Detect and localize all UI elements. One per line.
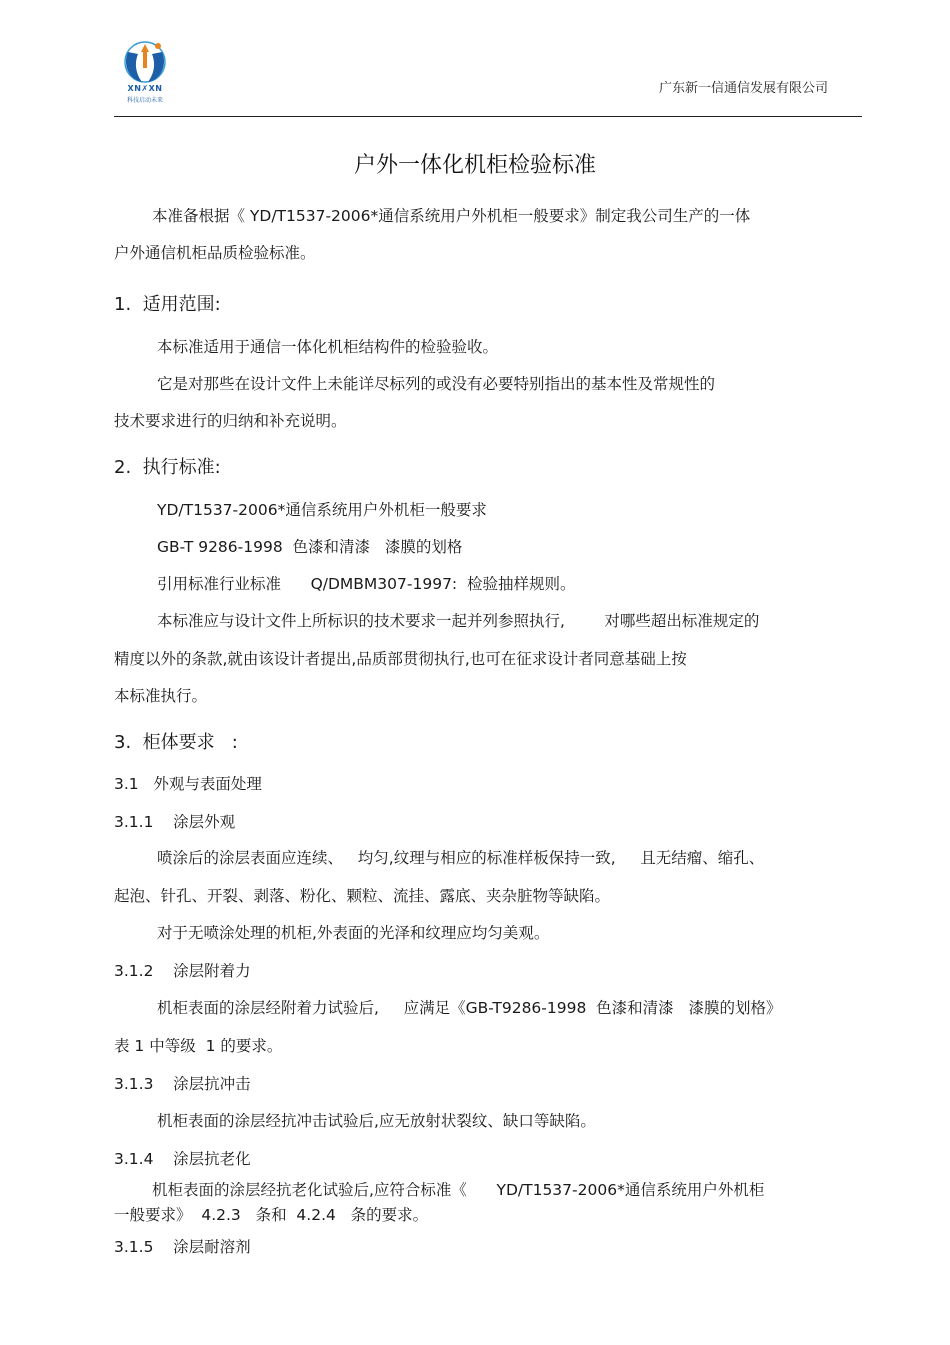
paragraph-line: 本标准应与设计文件上所标识的技术要求一起并列参照执行, 对哪些超出标准规定的 <box>157 612 760 630</box>
standard-item: 引用标准行业标准 Q/DMBM307-1997: 检验抽样规则。 <box>157 575 576 593</box>
paragraph-line: 技术要求进行的归纳和补充说明。 <box>114 412 347 430</box>
paragraph-line: 机柜表面的涂层经抗冲击试验后,应无放射状裂纹、缺口等缺陷。 <box>157 1112 596 1130</box>
logo-emblem-icon <box>114 38 176 86</box>
subsection-heading: 3.1.5 涂层耐溶剂 <box>114 1238 251 1256</box>
subsection-heading: 3.1.3 涂层抗冲击 <box>114 1075 251 1093</box>
paragraph-line: 表 1 中等级 1 的要求。 <box>114 1037 283 1055</box>
paragraph-line: 它是对那些在设计文件上未能详尽标列的或没有必要特别指出的基本性及常规性的 <box>157 375 716 393</box>
header-divider <box>114 116 862 117</box>
standard-item: GB-T 9286-1998 色漆和清漆 漆膜的划格 <box>157 538 463 556</box>
intro-line: 本准备根据《 YD/T1537-2006*通信系统用户外机柜一般要求》制定我公司生产的一体 <box>152 207 751 225</box>
standard-item: YD/T1537-2006*通信系统用户外机柜一般要求 <box>157 501 487 519</box>
section-heading: 2. 执行标准: <box>114 457 221 478</box>
document-title: 户外一体化机柜检验标准 <box>353 153 596 178</box>
logo-text: XN✗XN <box>127 84 163 93</box>
logo-subtext: 科技启动未来 <box>126 97 163 104</box>
paragraph-line: 本标准执行。 <box>114 687 208 705</box>
paragraph-line: 精度以外的条款,就由该设计者提出,品质部贯彻执行,也可在征求设计者同意基础上按 <box>114 650 687 668</box>
company-logo <box>114 38 176 106</box>
paragraph-line: 一般要求》 4.2.3 条和 4.2.4 条的要求。 <box>114 1206 429 1224</box>
section-heading: 3. 柜体要求 : <box>114 732 238 753</box>
paragraph-line: 起泡、针孔、开裂、剥落、粉化、颗粒、流挂、露底、夹杂脏物等缺陷。 <box>114 887 611 905</box>
paragraph-line: 本标准适用于通信一体化机柜结构件的检验验收。 <box>157 338 499 356</box>
paragraph-line: 喷涂后的涂层表面应连续、 均匀,纹理与相应的标准样板保持一致, 且无结瘤、缩孔、 <box>157 849 765 867</box>
subsection-heading: 3.1.2 涂层附着力 <box>114 962 251 980</box>
company-name: 广东新一信通信发展有限公司 <box>658 81 828 96</box>
subsection-heading: 3.1 外观与表面处理 <box>114 775 262 793</box>
section-heading: 1. 适用范围: <box>114 294 221 315</box>
paragraph-line: 机柜表面的涂层经附着力试验后, 应满足《GB-T9286-1998 色漆和清漆 漆膜的划格》 <box>157 999 782 1017</box>
paragraph-line: 机柜表面的涂层经抗老化试验后,应符合标准《 YD/T1537-2006*通信系统用户外机柜 <box>152 1181 765 1199</box>
subsection-heading: 3.1.1 涂层外观 <box>114 813 236 831</box>
intro-line: 户外通信机柜品质检验标准。 <box>114 244 316 262</box>
paragraph-line: 对于无喷涂处理的机柜,外表面的光泽和纹理应均匀美观。 <box>157 924 550 942</box>
subsection-heading: 3.1.4 涂层抗老化 <box>114 1150 251 1168</box>
